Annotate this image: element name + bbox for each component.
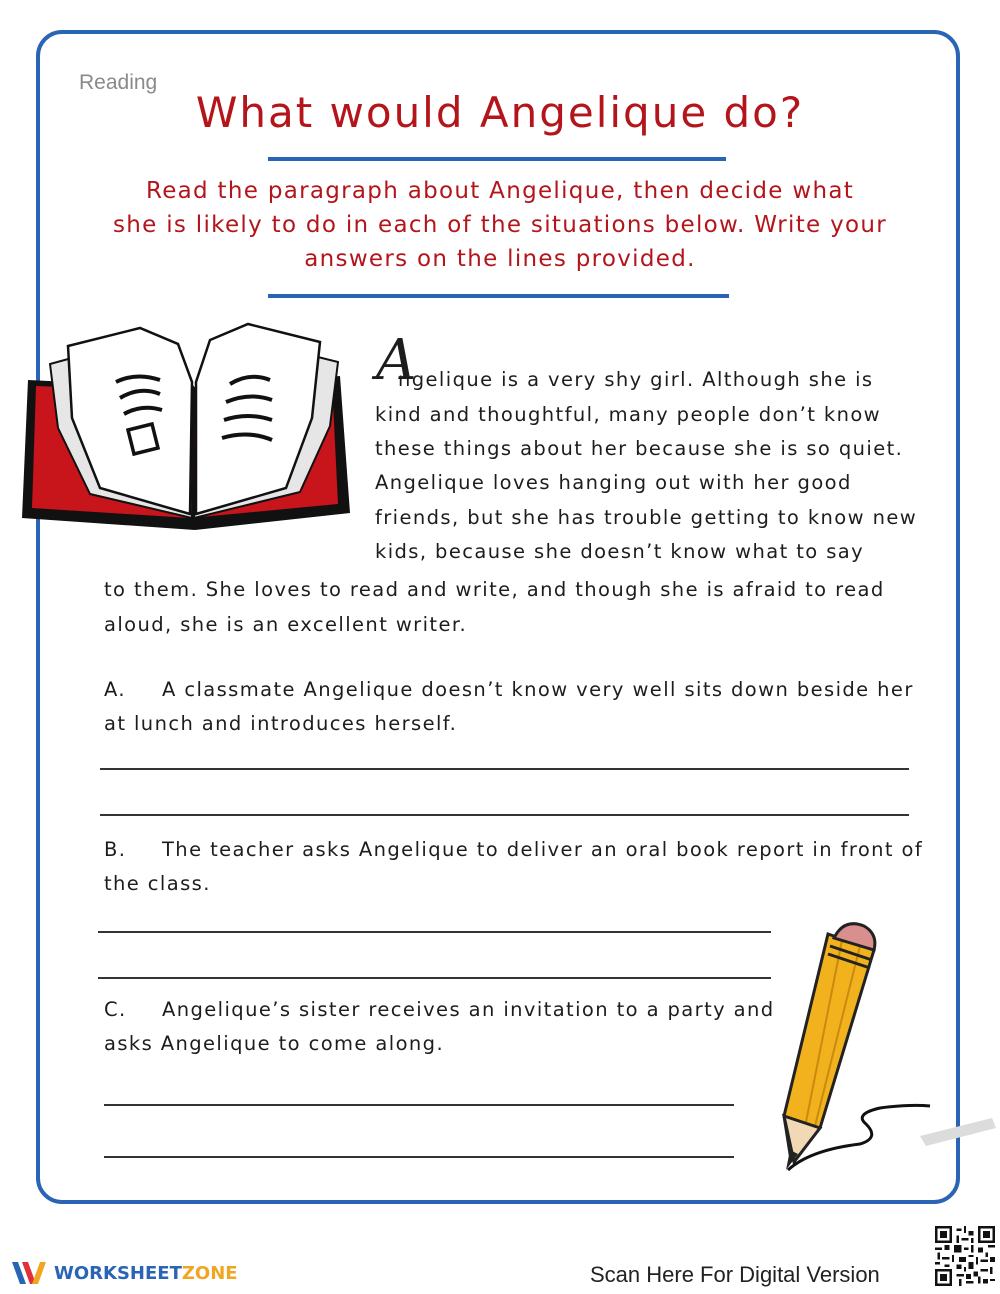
question-c [104, 998, 775, 1021]
instructions-line-1: Read the paragraph about Angelique, then decide what [145, 178, 855, 204]
answer-line-c-2[interactable] [104, 1156, 734, 1158]
worksheetzone-logo[interactable] [10, 1258, 238, 1288]
question-b [104, 838, 923, 861]
question-letter: C. [104, 998, 127, 1021]
question-c-continued: asks Angelique to come along. [104, 1032, 445, 1055]
question-text: The teacher asks Angelique to deliver an oral book report in front of [162, 838, 924, 861]
worksheetzone-logo-icon [10, 1258, 48, 1288]
open-book-illustration [20, 318, 354, 538]
answer-line-b-2[interactable] [98, 977, 771, 979]
page-title: What would Angelique do? [195, 88, 805, 137]
instructions-line-3: answers on the lines provided. [304, 246, 696, 272]
subject-label: Reading [79, 71, 158, 94]
passage-dropcap: A [376, 328, 417, 393]
passage-line: friends, but she has trouble getting to know new [375, 506, 918, 529]
passage-line: Angelique loves hanging out with her good [375, 471, 852, 494]
answer-line-a-2[interactable] [100, 814, 909, 816]
question-a [104, 678, 914, 701]
question-a-continued: at lunch and introduces herself. [104, 712, 458, 735]
question-text: A classmate Angelique doesn’t know very well sits down beside her [162, 678, 914, 701]
pencil-illustration [770, 918, 998, 1180]
qr-code[interactable] [935, 1226, 995, 1286]
passage-line: these things about her because she is so quiet. [375, 437, 904, 460]
passage-line: to them. She loves to read and write, and though she is afraid to read [104, 578, 885, 601]
answer-line-c-1[interactable] [104, 1104, 734, 1106]
answer-line-a-1[interactable] [100, 768, 909, 770]
brand-part-2: ZONE [181, 1262, 238, 1284]
instructions-line-2: she is likely to do in each of the situations below. Write your [112, 212, 888, 238]
question-text: Angelique’s sister receives an invitation to a party and [162, 998, 775, 1021]
question-b-continued: the class. [104, 872, 211, 895]
scan-text: Scan Here For Digital Version [590, 1262, 880, 1287]
title-rule-top [268, 157, 726, 161]
question-letter: B. [104, 838, 127, 861]
brand-part-1: WORKSHEET [54, 1262, 182, 1284]
passage-line: kind and thoughtful, many people don’t know [375, 403, 882, 426]
question-letter: A. [104, 678, 126, 701]
title-rule-bottom [268, 294, 729, 298]
answer-line-b-1[interactable] [98, 931, 771, 933]
passage-line: ngelique is a very shy girl. Although she is [398, 368, 874, 391]
passage-line: kids, because she doesn’t know what to say [375, 540, 865, 563]
passage-line: aloud, she is an excellent writer. [104, 613, 468, 636]
instructions [60, 174, 940, 276]
